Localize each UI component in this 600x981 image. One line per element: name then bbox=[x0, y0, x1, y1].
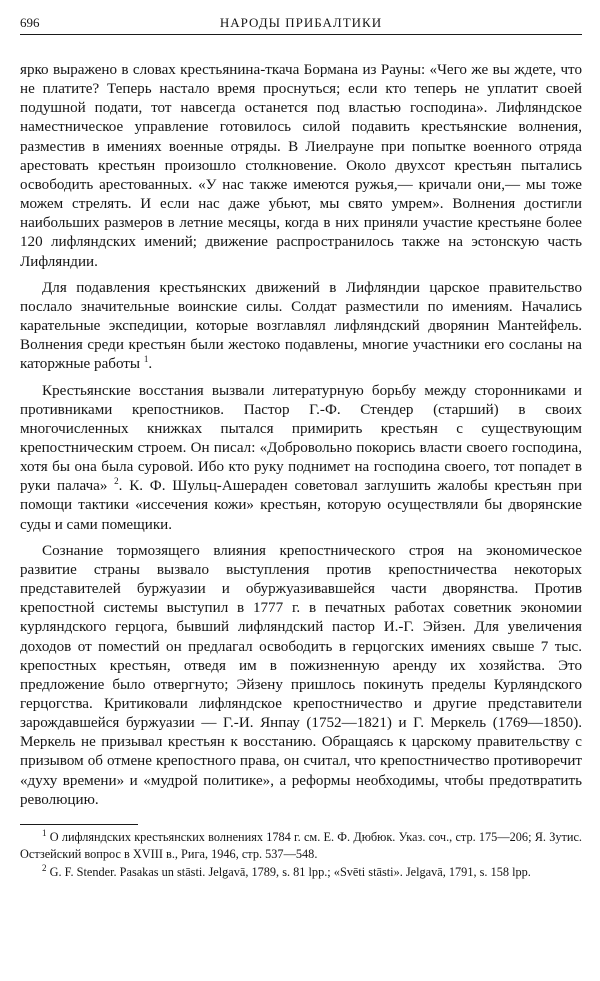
paragraph-2-text: Для подавления крестьянских движений в Лифляндии царское правительство послало значительные воинские силы. Солдат разместили по имениям. Начались карательные экспедиции, которые возглавлял лифляндский дворянин Мантейфель. Волнения среди крестьян были жестоко подавлены, многие участники его сосланы на каторжные работы bbox=[20, 279, 582, 373]
running-title: НАРОДЫ ПРИБАЛТИКИ bbox=[219, 15, 383, 30]
footnote-1 bbox=[20, 829, 582, 864]
paragraph-2: Для подавления крестьянских движений в Лифляндии царское правительство послало значительные воинские силы. Солдат разместили по имениям. Начались карательные экспедиции, которые возглавлял лифляндский дворянин Мантейфель. Волнения среди крестьян были жестоко подавлены, многие участники его сосланы на каторжные работы $^1$. bbox=[20, 279, 582, 373]
paragraph-3: Крестьянские восстания вызвали литературную борьбу между сторонниками и противниками крепостников. Пастор Г.-Ф. Стендер (старший) в своих многочисленных книжках пытался примирить крестьян с существующим крепостническим строем. Он писал: «Добровольно покорись власти своего господина, хотя бы она была суровой. Ибо кто руку поднимет на господина своего, тот попадет в руки палача» $^2$. К. Ф. Шульц-Ашераден советовал заглушить жалобы крестьян при помощи тактики «иссечения кожи» крестьян, которую осуществляли бы дворянские суды и сами помещики. bbox=[20, 382, 583, 533]
running-header bbox=[20, 14, 582, 35]
footnote-2 bbox=[20, 864, 582, 882]
page-number: 696 bbox=[20, 15, 40, 30]
footnote-1-mark: 1 bbox=[42, 827, 47, 838]
footnote-ref-2[interactable]: 2 bbox=[114, 476, 119, 487]
book-page bbox=[20, 14, 582, 881]
footnote-2-text: G. F. Stender. Pasakas un stāsti. Jelgavā, 1789, s. 81 lpp.; «Svēti stāsti». Jelgavā, 1791, s. 158 lpp. bbox=[49, 864, 531, 879]
footnote-divider bbox=[20, 824, 138, 825]
paragraph-3-text: Крестьянские восстания вызвали литературную борьбу между сторонниками и противниками крепостников. Пастор Г.-Ф. Стендер (старший) в своих многочисленных книжках пытался примирить крестьян с существующим крепостническим строем. Он писал: «Добровольно покорись власти своего господина, хотя бы она была суровой. Ибо кто руку поднимет на господина своего, тот попадет в руки палача» bbox=[20, 382, 582, 495]
footnote-1-text: О лифляндских крестьянских волнениях 1784 г. см. Е. Ф. Дюбюк. Указ. соч., стр. 175—206; Я. Зутис. Остзейский вопрос в XVIII в., Рига, 1946, стр. 537—548. bbox=[20, 829, 582, 862]
paragraph-3-continuation: К. Ф. Шульц-Ашераден советовал заглушить жалобы крестьян при помощи тактики «иссечения кожи» крестьян, которую осуществляли бы дворянские суды и сами помещики. bbox=[20, 478, 583, 533]
main-text bbox=[20, 61, 582, 810]
footnote-2-mark: 2 bbox=[42, 862, 47, 873]
footnote-ref-1[interactable]: 1 bbox=[143, 354, 149, 365]
footnotes bbox=[20, 829, 582, 882]
paragraph-1: ярко выражено в словах крестьянина-ткача Бормана из Рауны: «Чего же вы ждете, что не платите? Теперь настало время проснуться; если кто теперь не уплатит своей подушной подати, тот навсегда останется под властью господина». Лифляндское наместническое управление готовилось силой подавить крестьянские волнения, разместив в имениях военные отряды. В Лиелрауне при попытке военного отряда арестовать крестьян произошло столкновение. Около двухсот крестьян пытались освободить арестованных. «У нас также имеются ружья,— кричали они,— мы тоже можем стрелять. И если нас даже убьют, мы свято умрем». Волнения достигли наибольших размеров в летние месяцы, когда в них приняли участие крестьяне более 120 лифляндских имений; движение распространилось также на эстонскую часть Лифляндии. bbox=[20, 62, 582, 270]
paragraph-4: Сознание тормозящего влияния крепостнического строя на экономическое развитие страны вызвало выступления против крепостничества некоторых представителей буржуазии и обуржуазивавшейся части дворянства. Против крепостной системы выступил в 1777 г. в печатных работах советник экономии курляндского герцога, бывший лифляндский пастор И.-Г. Эйзен. Для увеличения доходов от поместий он предлагал освободить в герцогских имениях свыше 7 тыс. крепостных крестьян, отведя им в пожизненную аренду их хозяйства. Это предложение было отвергнуто; Эйзену пришлось покинуть пределы Курляндского герцогства. Критиковали лифляндское крепостничество и другие представители зарождавшейся буржуазии — Г.-И. Янпау (1752—1821) и Г. Меркель (1769—1850). Меркель не призывал крестьян к восстанию. Обращаясь к царскому правительству с призывом об отмене крепостного права, он считал, что крепостничество противоречит «духу времени» и «мудрой политике», а реформы необходимы, чтобы предотвратить революцию. bbox=[20, 542, 582, 808]
